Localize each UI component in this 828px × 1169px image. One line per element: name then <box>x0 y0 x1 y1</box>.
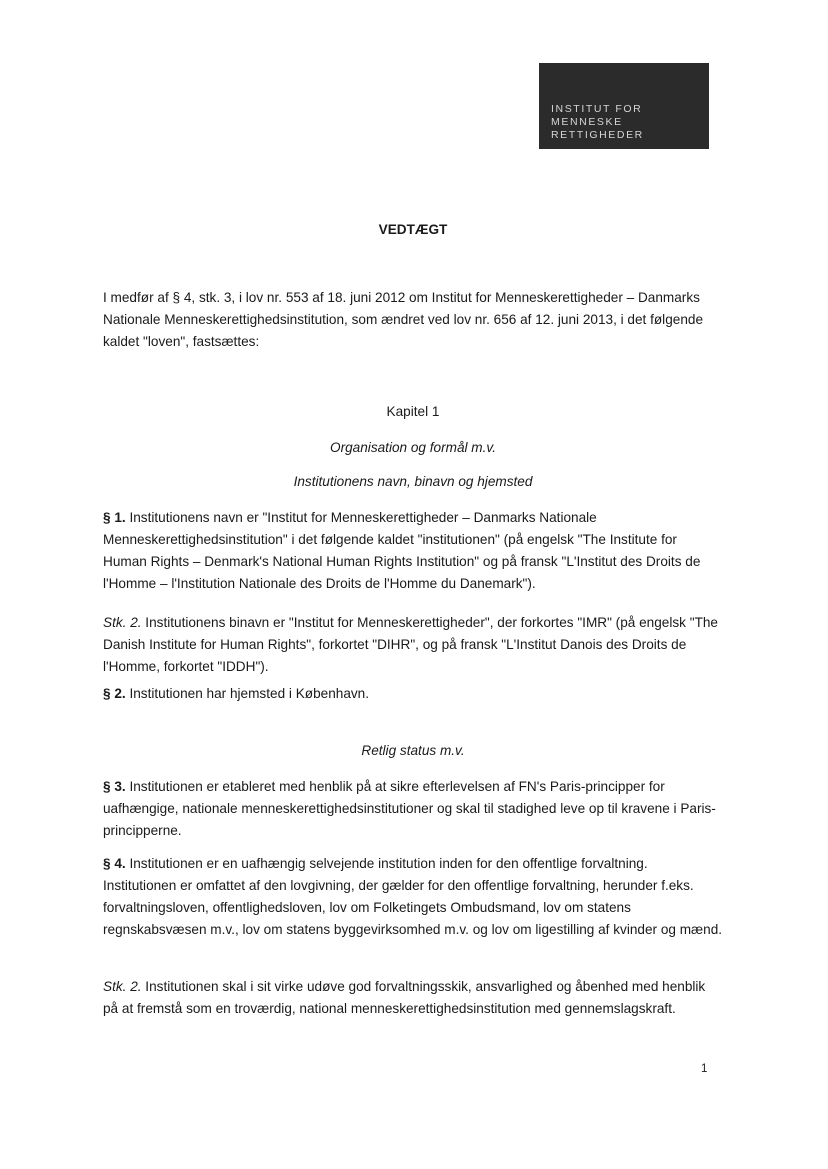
paragraph-1-text: Institutionens navn er "Institut for Menneskerettigheder – Danmarks Nationale Menneskerettighedsinstitution" i det følgende kaldet "institutionen" (på engelsk "The Institute for Human Rights – Denmark's National Human Rights Institution" og på fransk "L'Institut des Droits de l'Homme – l'Institution Nationale des Droits de l'Homme du Danemark"). <box>103 510 701 591</box>
paragraph-4-stk2-label: Stk. 2. <box>103 979 142 994</box>
paragraph-4-stk2-text: Institutionen skal i sit virke udøve god forvaltningsskik, ansvarlighed og åbenhed med henblik på at fremstå som en troværdig, national menneskerettighedsinstitution med gennemslagskraft. <box>103 979 706 1016</box>
paragraph-3 <box>103 776 723 842</box>
logo-line-1: INSTITUT FOR <box>551 103 643 115</box>
paragraph-1 <box>103 507 723 595</box>
paragraph-1-number: § 1. <box>103 510 126 525</box>
section-heading-name: Institutionens navn, binavn og hjemsted <box>293 474 533 489</box>
paragraph-3-text: Institutionen er etableret med henblik på at sikre efterlevelsen af FN's Paris-principper for uafhængige, nationale menneskerettighedsinstitutioner og skal til stadighed leve op til kravene i Paris-principperne. <box>103 779 716 838</box>
section-heading-retlig: Retlig status m.v. <box>361 743 465 758</box>
paragraph-1-stk2-label: Stk. 2. <box>103 615 142 630</box>
document-title: VEDTÆGT <box>378 222 448 237</box>
chapter-heading: Kapitel 1 <box>386 404 440 419</box>
logo-line-3: RETTIGHEDER <box>551 129 644 141</box>
institute-logo <box>539 63 709 149</box>
paragraph-4-text: Institutionen er en uafhængig selvejende institution inden for den offentlige forvaltning. Institutionen er omfattet af den lovgivning, der gælder for den offentlige forvaltning, herunder f.eks. forvaltningsloven, offentlighedsloven, lov om Folketingets Ombudsmand, lov om statens regnskabsvæsen m.v., lov om statens byggevirksomhed m.v. og lov om ligestilling af kvinder og mænd. <box>103 856 723 937</box>
intro-paragraph: I medfør af § 4, stk. 3, i lov nr. 553 af 18. juni 2012 om Institut for Menneskerettigheder – Danmarks Nationale Menneskerettighedsinstitution, som ændret ved lov nr. 656 af 12. juni 2013, i det følgende kaldet "loven", fastsættes: <box>103 290 704 349</box>
chapter-subheading: Organisation og formål m.v. <box>330 440 496 455</box>
paragraph-2 <box>103 683 723 705</box>
paragraph-4-stk2 <box>103 976 723 1020</box>
page-number: 1 <box>701 1063 708 1075</box>
logo-line-2: MENNESKE <box>551 116 623 128</box>
paragraph-4 <box>103 853 723 941</box>
paragraph-2-text: Institutionen har hjemsted i København. <box>125 686 370 701</box>
paragraph-1-stk2-text: Institutionens binavn er "Institut for Menneskerettigheder", der forkortes "IMR" (på engelsk "The Danish Institute for Human Rights", forkortet "DIHR", og på fransk "L'Institut Danois des Droits de l'Homme, forkortet "IDDH"). <box>103 615 718 674</box>
paragraph-1-stk2 <box>103 612 723 678</box>
paragraph-3-number: § 3. <box>103 779 126 794</box>
paragraph-2-number: § 2. <box>103 686 126 701</box>
paragraph-4-number: § 4. <box>103 856 126 871</box>
